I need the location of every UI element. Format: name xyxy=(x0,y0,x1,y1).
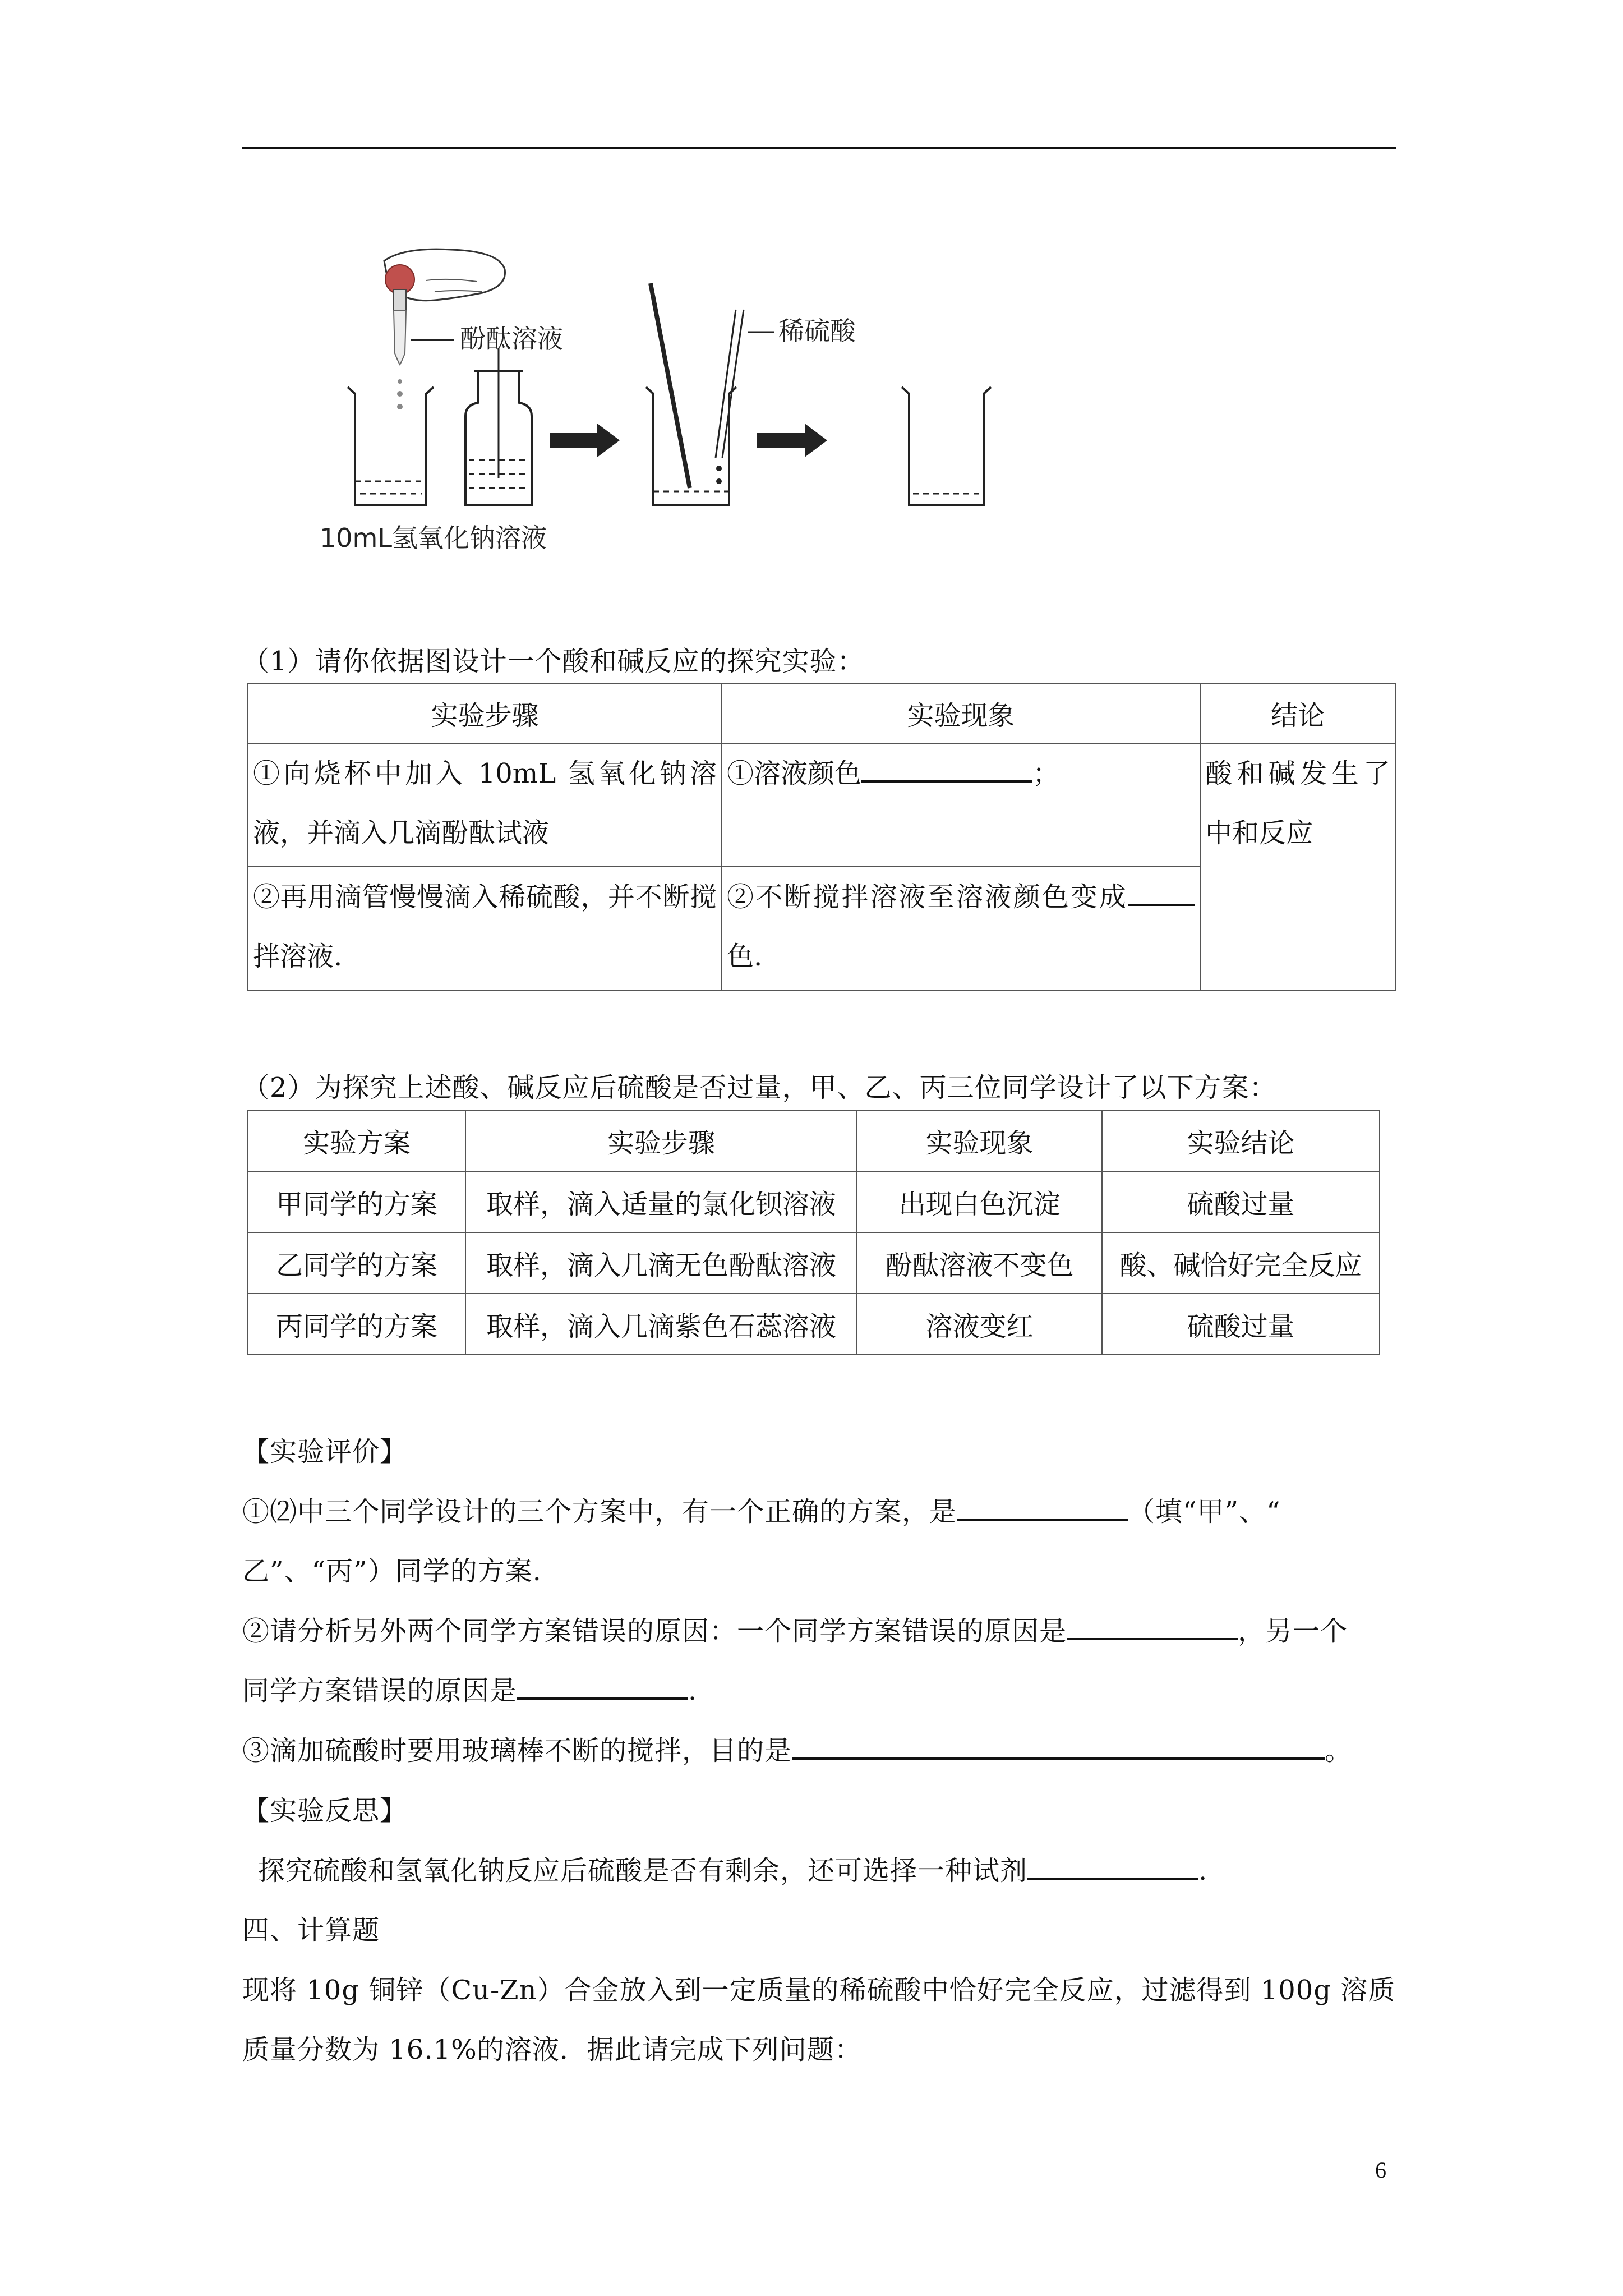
q2-line2-end: . xyxy=(688,1675,698,1706)
reflection-end: . xyxy=(1198,1855,1208,1887)
step-2: ②再用滴管慢慢滴入稀硫酸，并不断搅拌溶液. xyxy=(248,867,722,990)
beaker-1-icon xyxy=(348,387,434,505)
table-header-row xyxy=(248,1110,1380,1171)
table-cell: 丙同学的方案 xyxy=(248,1294,465,1355)
q2-line2-text: 同学方案错误的原因是 xyxy=(242,1675,518,1706)
answer-blank[interactable] xyxy=(1027,1852,1198,1880)
beaker-3-icon xyxy=(902,387,991,505)
reflection-question: 探究硫酸和氢氧化钠反应后硫酸是否有剩余，还可选择一种试剂 xyxy=(258,1855,1028,1887)
scheme-table xyxy=(247,1110,1380,1355)
evaluation-q2 xyxy=(242,1602,1348,1661)
phenomenon-2-end: 色. xyxy=(727,941,763,972)
table-cell: 取样，滴入适量的氯化钡溶液 xyxy=(465,1171,857,1232)
evaluation-q1-line2: 乙”、“丙”）同学的方案. xyxy=(242,1556,542,1587)
step-1: ①向烧杯中加入 10mL 氢氧化钠溶液，并滴入几滴酚酞试液 xyxy=(248,743,722,867)
phenomenon-1-end: ； xyxy=(1032,758,1060,789)
table-cell: 酸、碱恰好完全反应 xyxy=(1102,1232,1380,1294)
answer-blank[interactable] xyxy=(792,1732,1325,1760)
phenomenon-2-text: ②不断搅拌溶液至溶液颜色变成 xyxy=(727,881,1128,913)
calculation-line-1: 现将 10g 铜锌（Cu-Zn）合金放入到一定质量的稀硫酸中恰好完全反应，过滤得到 100g 溶质 xyxy=(242,1975,1396,2006)
phenomenon-1-text: ①溶液颜色 xyxy=(727,758,862,789)
evaluation-q3 xyxy=(242,1721,1352,1780)
reflection-text xyxy=(258,1841,1207,1901)
table-header: 实验步骤 xyxy=(465,1110,857,1171)
arrow-right-icon xyxy=(757,424,827,457)
arrow-right-icon xyxy=(550,424,620,457)
table-row xyxy=(248,1294,1380,1355)
table-row xyxy=(248,1171,1380,1232)
phenomenon-2 xyxy=(722,867,1200,990)
table-header: 结论 xyxy=(1200,683,1395,743)
reagent-bottle-icon xyxy=(465,348,532,505)
table-cell: 硫酸过量 xyxy=(1102,1171,1380,1232)
page-number: 6 xyxy=(1375,2157,1386,2183)
answer-blank[interactable] xyxy=(1067,1612,1238,1640)
answer-blank[interactable] xyxy=(1128,878,1195,906)
table-row xyxy=(248,743,1395,867)
q3-text-end: 。 xyxy=(1325,1735,1353,1766)
answer-blank[interactable] xyxy=(861,754,1032,783)
label-phenolphthalein: 酚酞溶液 xyxy=(460,324,563,354)
answer-blank[interactable] xyxy=(517,1672,688,1700)
table-cell: 取样，滴入几滴紫色石蕊溶液 xyxy=(465,1294,857,1355)
table-row xyxy=(248,1232,1380,1294)
label-dilute-sulfuric-acid: 稀硫酸 xyxy=(778,316,856,346)
table-cell: 甲同学的方案 xyxy=(248,1171,465,1232)
section-2-caption: （2）为探究上述酸、碱反应后硫酸是否过量，甲、乙、丙三位同学设计了以下方案： xyxy=(242,1072,1277,1103)
header-rule xyxy=(242,147,1396,149)
table-cell: 溶液变红 xyxy=(857,1294,1102,1355)
q2-text-end: ，另一个 xyxy=(1238,1616,1348,1647)
reflection-heading: 【实验反思】 xyxy=(242,1795,408,1826)
evaluation-heading: 【实验评价】 xyxy=(242,1436,408,1467)
glass-rod-icon xyxy=(651,283,693,488)
evaluation-q2-line2 xyxy=(242,1661,697,1720)
conclusion: 酸和碱发生了中和反应 xyxy=(1200,743,1395,990)
q2-text: ②请分析另外两个同学方案错误的原因：一个同学方案错误的原因是 xyxy=(242,1616,1067,1647)
q1-text-end: （填“甲”、“ xyxy=(1128,1496,1281,1527)
calculation-heading: 四、计算题 xyxy=(242,1915,380,1946)
label-naoh-solution: 10mL氢氧化钠溶液 xyxy=(320,523,547,553)
q1-text: ①⑵中三个同学设计的三个方案中，有一个正确的方案，是 xyxy=(242,1496,957,1527)
table-header: 实验方案 xyxy=(248,1110,465,1171)
table-cell: 酚酞溶液不变色 xyxy=(857,1232,1102,1294)
section-1-caption: （1）请你依据图设计一个酸和碱反应的探究实验： xyxy=(242,646,865,677)
table-header-row xyxy=(248,683,1395,743)
q3-text: ③滴加硫酸时要用玻璃棒不断的搅拌，目的是 xyxy=(242,1735,792,1766)
calculation-line-2: 质量分数为 16.1%的溶液．据此请完成下列问题： xyxy=(242,2034,862,2065)
table-header: 实验结论 xyxy=(1102,1110,1380,1171)
experiment-table xyxy=(247,683,1396,991)
table-cell: 乙同学的方案 xyxy=(248,1232,465,1294)
table-cell: 取样，滴入几滴无色酚酞溶液 xyxy=(465,1232,857,1294)
table-cell: 出现白色沉淀 xyxy=(857,1171,1102,1232)
answer-blank[interactable] xyxy=(957,1493,1128,1521)
experiment-figure xyxy=(314,247,1122,572)
table-header: 实验现象 xyxy=(722,683,1200,743)
table-header: 实验步骤 xyxy=(248,683,722,743)
table-cell: 硫酸过量 xyxy=(1102,1294,1380,1355)
phenomenon-1 xyxy=(722,743,1200,867)
table-header: 实验现象 xyxy=(857,1110,1102,1171)
evaluation-q1 xyxy=(242,1482,1281,1542)
